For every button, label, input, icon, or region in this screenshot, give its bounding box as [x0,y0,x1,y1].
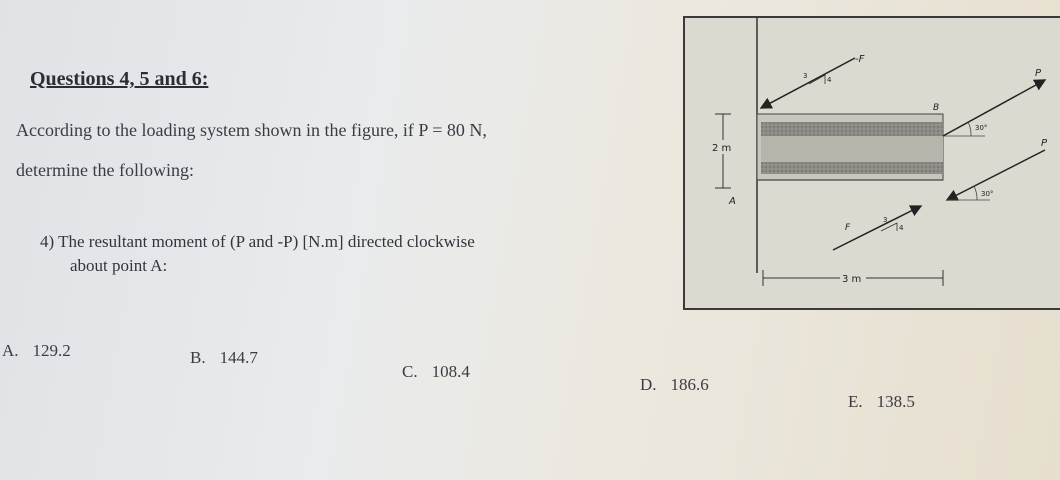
intro-line-1: According to the loading system shown in the figure, if P = 80 N, [16,120,487,140]
slope-top-b: 3 [803,72,808,80]
answer-option-e[interactable] [848,392,915,412]
loading-diagram-svg [685,18,1060,304]
point-a-label: A [729,196,736,207]
intro-line-2: determine the following: [16,160,194,180]
answer-letter: A. [2,341,19,360]
slope-bottom-b: 4 [899,224,904,232]
dimension-3m [763,270,943,286]
force-neg-f [761,54,865,108]
answer-value: 138.5 [876,392,915,411]
angle-bottom-label: 30° [981,190,994,198]
question-line-2: about point A: [70,256,168,275]
beam [757,114,943,180]
slope-top-a: 4 [827,76,832,84]
answer-letter: B. [190,348,206,367]
problem-intro [16,110,656,190]
question-4-text [40,230,660,278]
answer-option-a[interactable] [2,341,71,361]
slope-bottom-a: 3 [883,216,888,224]
force-f-label: F [845,223,851,233]
point-b-label: B [933,103,940,113]
angle-top-label: 30° [975,124,988,132]
answer-option-d[interactable] [640,375,709,395]
force-p-bottom [947,138,1048,200]
answer-value: 144.7 [219,348,258,367]
force-f [833,206,921,250]
force-p-top-label: P [1035,68,1042,79]
question-heading: Questions 4, 5 and 6: [30,68,209,90]
answer-value: 186.6 [670,375,709,394]
dimension-2m-label: 2 m [712,143,732,154]
answer-letter: D. [640,375,657,394]
answer-option-b[interactable] [190,348,258,368]
answer-letter: E. [848,392,863,411]
force-p-top [943,68,1045,136]
answer-letter: C. [402,362,418,381]
force-neg-f-label: -F [855,54,865,65]
answer-value: 129.2 [32,341,71,360]
answer-value: 108.4 [431,362,470,381]
dimension-2m [711,114,735,188]
loading-diagram [683,16,1060,310]
force-p-bottom-label: P [1041,138,1048,149]
question-line-1: 4) The resultant moment of (P and -P) [N.m] directed clockwise [40,232,475,251]
answer-option-c[interactable] [402,362,470,382]
dimension-3m-label: 3 m [842,274,862,285]
